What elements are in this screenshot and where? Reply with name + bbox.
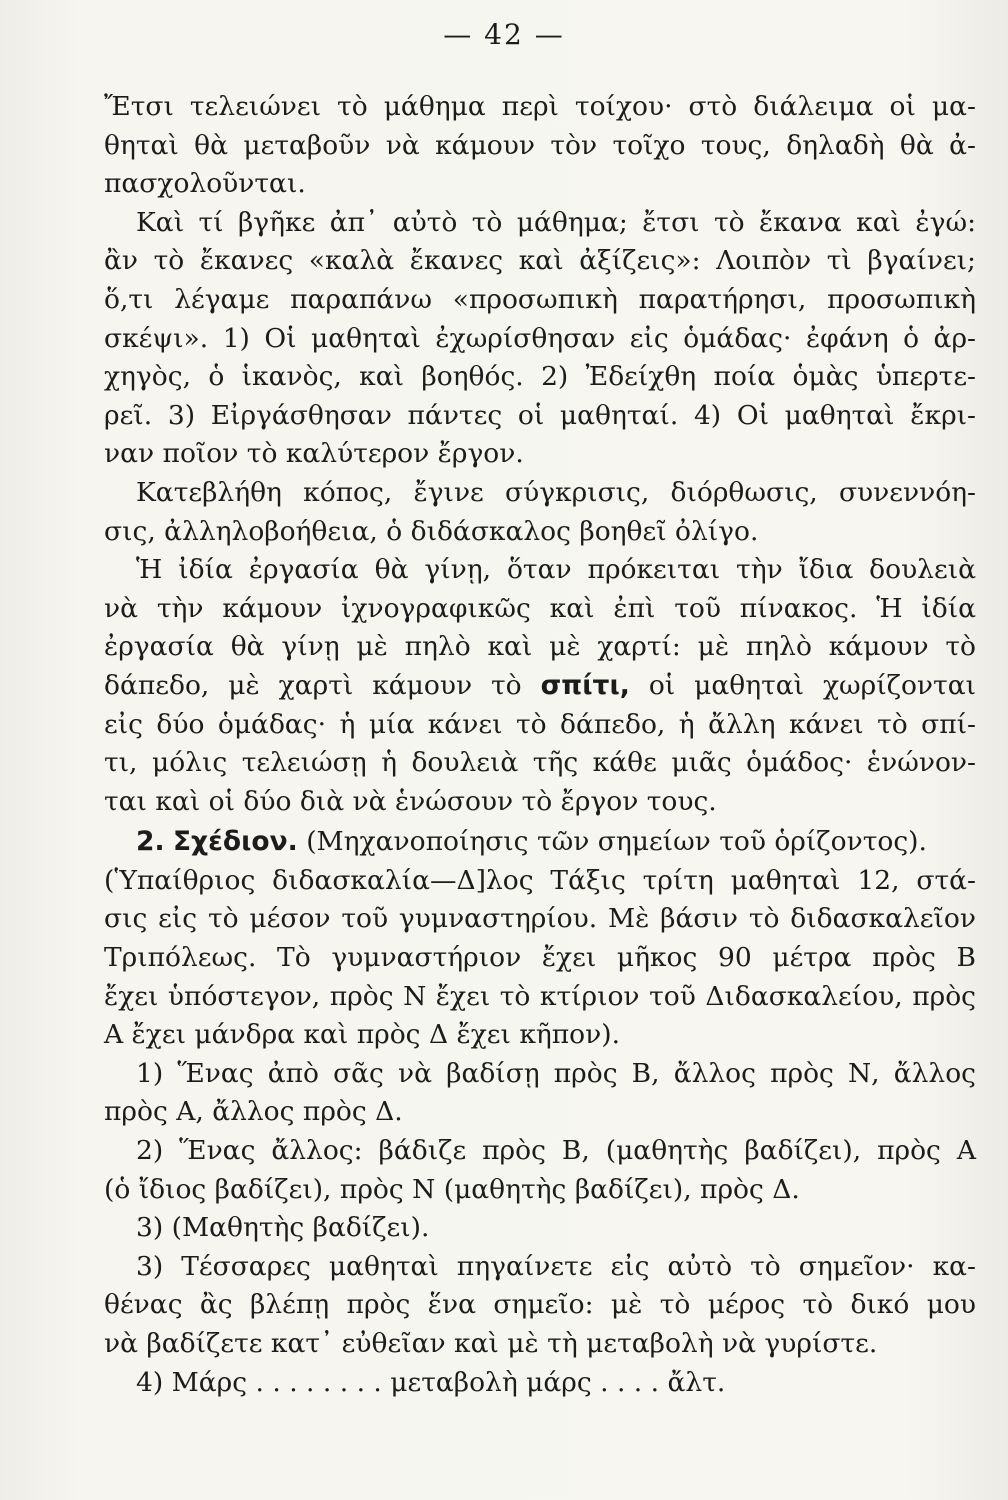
text-line: σις, ἀλληλοβοήθεια, ὁ διδάσκαλος βοηθεῖ ὀλίγο. — [104, 515, 759, 547]
text-line: Ἔτσι τελειώνει τὸ μάθημα περὶ τοίχου· στὸ διάλειμα οἱ μα- — [104, 91, 976, 122]
text-line: νὰ βαδίζετε κατ᾽ εὐθεῖαν καὶ μὲ τὴ μεταβολὴ νὰ γυρίστε. — [104, 1328, 878, 1359]
text-line: πασχολοῦνται. — [104, 168, 306, 200]
text-line: θηταὶ θὰ μεταβοῦν νὰ κάμουν τὸν τοῖχο τους, δηλαδὴ θὰ ἀ- — [104, 129, 976, 161]
section-heading — [104, 823, 976, 862]
text-fragment: οἱ μαθηταὶ χωρίζονται — [648, 669, 976, 701]
text-line: ἔχει ὑπόστεγον, πρὸς Ν ἔχει τὸ κτίριον τοῦ Διδασκαλείου, πρὸς — [104, 980, 976, 1012]
text-line: ρεῖ. 3) Εἰργάσθησαν πάντες οἱ μαθηταί. 4) Οἱ μαθηταὶ ἔκρι- — [104, 399, 976, 431]
text-line: (ὁ ἴδιος βαδίζει), πρὸς Ν (μαθητὴς βαδίζει), πρὸς Δ. — [104, 1173, 800, 1205]
text-line: ναν ποῖον τὸ καλύτερον ἔργον. — [104, 438, 524, 470]
text-line: χηγὸς, ὁ ἱκανὸς, καὶ βοηθός. 2) Ἐδείχθη ποία ὁμὰς ὑπερτε- — [104, 361, 976, 393]
text-line: σκέψι». 1) Οἱ μαθηταὶ ἐχωρίσθησαν εἰς ὁμάδας· ἐφάνη ὁ ἀρ- — [104, 322, 976, 354]
text-line: νὰ τὴν κάμουν ἰχνογραφικῶς καὶ ἐπὶ τοῦ πίνακος. Ἡ ἰδία — [104, 592, 976, 624]
bold-word: σπίτι, — [540, 669, 630, 701]
text-line: ὅ,τι λέγαμε παραπάνω «προσωπικὴ παρατήρησι, προσωπικὴ — [104, 283, 976, 315]
text-line: 3) Τέσσαρες μαθηταὶ πηγαίνετε εἰς αὐτὸ τὸ σημεῖον· κα- — [136, 1250, 976, 1282]
text-line: 2) Ἕνας ἄλλος: βάδιζε πρὸς Β, (μαθητὴς βαδίζει), πρὸς Α — [136, 1135, 976, 1167]
text-line: ἐργασία θὰ γίνῃ μὲ πηλὸ καὶ μὲ χαρτί: μὲ πηλὸ κάμουν τὸ — [104, 631, 976, 663]
text-line: Καὶ τί βγῆκε ἀπ᾽ αὐτὸ τὸ μάθημα; ἔτσι τὸ ἔκανα καὶ ἐγώ: — [136, 206, 976, 238]
text-line: (Ὑπαίθριος διδασκαλία—Δ]λος Τάξις τρίτη μαθηταὶ 12, στά- — [104, 864, 976, 896]
text-line: τι, μόλις τελειώσῃ ἡ δουλειὰ τῆς κάθε μιᾶς ὁμάδος· ἑνώνον- — [104, 747, 976, 779]
text-line: θένας ἂς βλέπῃ πρὸς ἕνα σημεῖο: μὲ τὸ μέρος τὸ δικό μου — [104, 1289, 976, 1321]
body-text — [104, 88, 976, 1402]
text-line: Τριπόλεως. Τὸ γυμναστήριον ἔχει μῆκος 90 μέτρα πρὸς Β — [104, 942, 976, 974]
text-line: πρὸς Α, ἄλλος πρὸς Δ. — [104, 1096, 403, 1128]
text-line: εἰς δύο ὁμάδας· ἡ μία κάνει τὸ δάπεδο, ἡ ἄλλη κάνει τὸ σπί- — [104, 708, 976, 740]
text-line: 3) (Μαθητὴς βαδίζει). — [136, 1212, 430, 1244]
section-number: 2. — [136, 826, 165, 858]
text-line: 1) Ἕνας ἀπὸ σᾶς νὰ βαδίσῃ πρὸς Β, ἄλλος πρὸς Ν, ἄλλος — [136, 1057, 976, 1089]
text-line — [104, 667, 976, 706]
text-line: Α ἔχει μάνδρα καὶ πρὸς Δ ἔχει κῆπον). — [104, 1019, 621, 1051]
text-line: 4) Μάρς . . . . . . . . μεταβολὴ μάρς . . . . ἄλτ. — [136, 1366, 726, 1398]
section-title: Σχέδιον. — [172, 826, 298, 858]
text-line: ται καὶ οἱ δύο διὰ νὰ ἑνώσουν τὸ ἔργον τους. — [104, 785, 717, 817]
text-line: σις εἰς τὸ μέσον τοῦ γυμναστηρίου. Μὲ βάσιν τὸ διδασκαλεῖον — [104, 903, 976, 935]
text-line: Κατεβλήθη κόπος, ἔγινε σύγκρισις, διόρθωσις, συνεννόη- — [136, 476, 976, 508]
text-line: ἂν τὸ ἔκανες «καλὰ ἔκανες καὶ ἀξίζεις»: Λοιπὸν τὶ βγαίνει; — [104, 245, 976, 277]
text-line: Ἡ ἰδία ἐργασία θὰ γίνῃ, ὅταν πρόκειται τὴν ἴδια δουλειὰ — [136, 554, 976, 586]
text-fragment: δάπεδο, μὲ χαρτὶ κάμουν τὸ — [104, 669, 522, 701]
page-number: — 42 — — [443, 18, 565, 51]
section-subtitle: (Μηχανοποίησις τῶν σημείων τοῦ ὁρίζοντος). — [306, 826, 927, 858]
